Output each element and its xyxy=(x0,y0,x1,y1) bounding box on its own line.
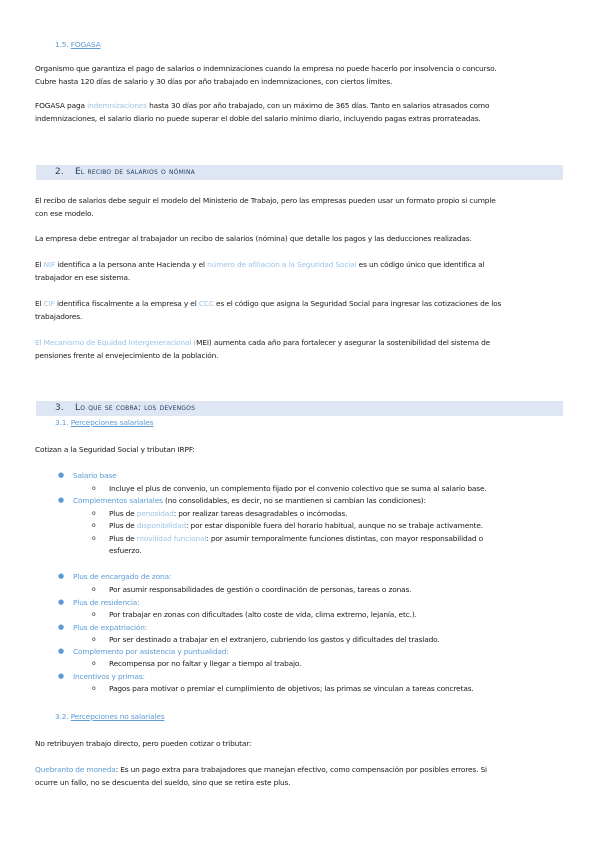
list-item: Plus de expatriación: xyxy=(73,623,148,632)
sub-bullet-icon: o xyxy=(92,510,96,517)
paragraph: con ese modelo. xyxy=(35,209,94,218)
list-subitem: Incluye el plus de convenio, un complemento fijado por el convenio colectivo que se suma al salario base. xyxy=(109,484,487,493)
section-heading-1-5: 1.5. FOGASA xyxy=(55,40,101,49)
sub-bullet-icon: o xyxy=(92,636,96,643)
paragraph: No retribuyen trabajo directo, pero pueden cotizar o tributar: xyxy=(35,739,252,748)
paragraph: trabajadores. xyxy=(35,312,83,321)
sub-bullet-icon: o xyxy=(92,485,96,492)
paragraph: Organismo que garantiza el pago de salarios o indemnizaciones cuando la empresa no puede hacerlo por insolvencia o concurso. xyxy=(35,64,497,73)
paragraph: Cotizan a la Seguridad Social y tributan IRPF: xyxy=(35,445,195,454)
sub-bullet-icon: o xyxy=(92,535,96,542)
bullet-icon: ● xyxy=(58,647,65,655)
list-item: Complemento por asistencia y puntualidad: xyxy=(73,647,229,656)
paragraph: Quebranto de moneda: Es un pago extra para trabajadores que manejan efectivo, como compensación por posibles errores. Si xyxy=(35,765,487,774)
section-heading-3-2: 3.2. Percepciones no salariales xyxy=(55,712,165,721)
bullet-icon: ● xyxy=(58,598,65,606)
paragraph: La empresa debe entregar al trabajador un recibo de salarios (nómina) que detalle los pagos y las deducciones realizadas. xyxy=(35,234,472,243)
sub-bullet-icon: o xyxy=(92,660,96,667)
bullet-icon: ● xyxy=(58,672,65,680)
list-subitem: Plus de disponibilidad: por estar disponible fuera del horario habitual, aunque no se trabaje activamente. xyxy=(109,521,483,530)
section-header-3: 3. Lo que se cobra: los devengos xyxy=(36,401,563,416)
paragraph: El recibo de salarios debe seguir el modelo del Ministerio de Trabajo, pero las empresas pueden usar un formato propio si cumple xyxy=(35,196,496,205)
bullet-icon: ● xyxy=(58,572,65,580)
list-item: Complementos salariales (no consolidables, es decir, no se mantienen si cambian las condiciones): xyxy=(73,496,426,505)
sub-bullet-icon: o xyxy=(92,586,96,593)
list-subitem: Por trabajar en zonas con dificultades (alto coste de vida, clima extremo, lejanía, etc.). xyxy=(109,610,417,619)
bullet-icon: ● xyxy=(58,471,65,479)
list-item: Plus de residencia: xyxy=(73,598,140,607)
list-item: Incentivos y primas: xyxy=(73,672,145,681)
paragraph: El CIF identifica fiscalmente a la empresa y el CCC es el código que asigna la Seguridad Social para ingresar las cotizaciones de los xyxy=(35,299,502,308)
list-subitem: Por asumir responsabilidades de gestión o coordinación de personas, tareas o zonas. xyxy=(109,585,412,594)
list-subitem: Recompensa por no faltar y llegar a tiempo al trabajo. xyxy=(109,659,302,668)
list-subitem: Plus de penosidad: por realizar tareas desagradables o incómodas. xyxy=(109,509,348,518)
sub-bullet-icon: o xyxy=(92,522,96,529)
list-item: Plus de encargado de zona: xyxy=(73,572,172,581)
list-item: Salario base xyxy=(73,471,117,480)
paragraph: FOGASA paga indemnizaciones hasta 30 días por año trabajado, con un máximo de 365 días. Tanto en salarios atrasados como xyxy=(35,101,490,110)
paragraph: indemnizaciones, el salario diario no puede superar el doble del salario mínimo diario, incluyendo pagas extras prorrateadas. xyxy=(35,114,481,123)
list-subitem: esfuerzo. xyxy=(109,546,142,555)
paragraph: El Mecanismo de Equidad Intergeneracional (MEI) aumenta cada año para fortalecer y asegurar la sostenibilidad del sistema de xyxy=(35,338,491,347)
section-header-2: 2. El recibo de salarios o nómina xyxy=(36,165,563,180)
paragraph: ocurre un fallo, no se descuenta del sueldo, sino que se retira este plus. xyxy=(35,778,291,787)
paragraph: trabajador en ese sistema. xyxy=(35,273,131,282)
sub-bullet-icon: o xyxy=(92,611,96,618)
bullet-icon: ● xyxy=(58,496,65,504)
paragraph: pensiones frente al envejecimiento de la población. xyxy=(35,351,219,360)
list-subitem: Plus de movilidad funcional: por asumir temporalmente funciones distintas, con mayor responsabilidad o xyxy=(109,534,484,543)
bullet-icon: ● xyxy=(58,623,65,631)
paragraph: Cubre hasta 120 días de salario y 30 días por año trabajado en indemnizaciones, con ciertos límites. xyxy=(35,77,393,86)
list-subitem: Por ser destinado a trabajar en el extranjero, cubriendo los gastos y dificultades del traslado. xyxy=(109,635,440,644)
list-subitem: Pagos para motivar o premiar el cumplimiento de objetivos; las primas se vinculan a tareas concretas. xyxy=(109,684,474,693)
sub-bullet-icon: o xyxy=(92,685,96,692)
section-heading-3-1: 3.1. Percepciones salariales xyxy=(55,418,154,427)
paragraph: El NIF identifica a la persona ante Hacienda y el número de afiliación a la Seguridad Social es un código único que identifica al xyxy=(35,260,485,269)
